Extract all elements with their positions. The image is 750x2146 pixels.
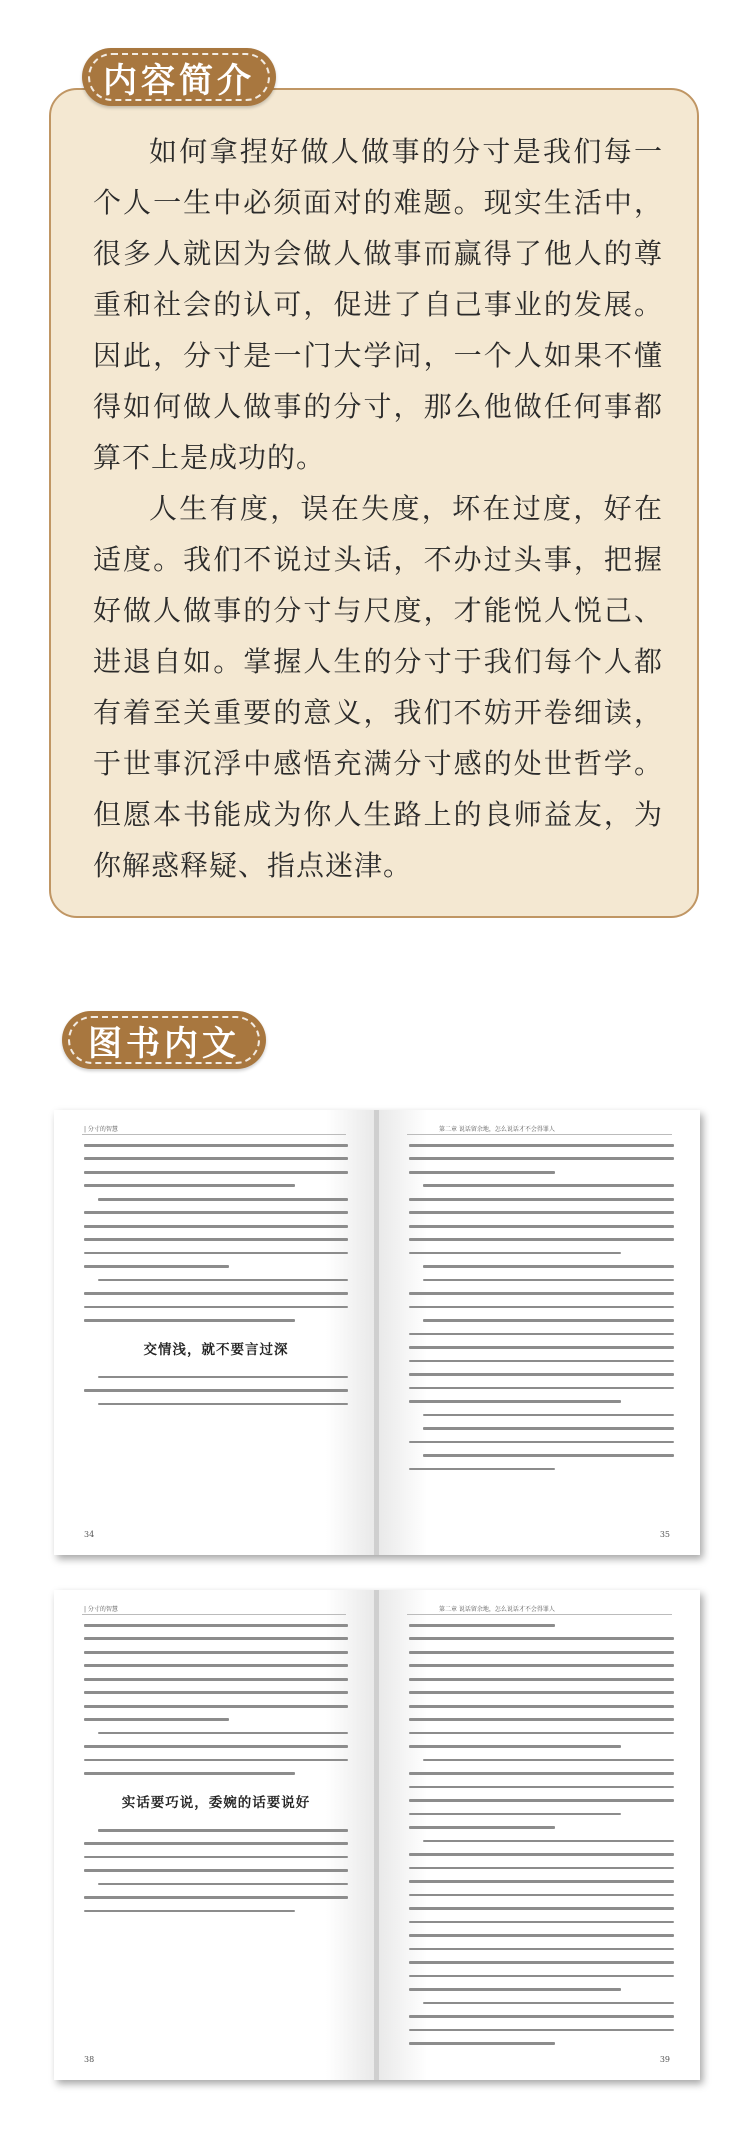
text-line [84,1265,229,1268]
text-line [84,1869,348,1872]
text-line [409,1867,674,1870]
text-line [423,1265,674,1268]
text-line [84,1171,348,1174]
text-line [409,1678,674,1681]
text-line [409,1333,674,1336]
text-line [409,1826,555,1829]
text-line [84,1718,229,1721]
header-rule [407,1134,672,1135]
book-page-right [379,1590,700,2080]
text-line [409,1691,674,1694]
content-section-title: 图书内文 [88,1023,240,1064]
text-line [423,1184,674,1187]
text-line [409,1921,674,1924]
page-number: 35 [659,1530,670,1539]
header-rule [82,1134,346,1135]
text-line [409,1238,674,1241]
page-number: 34 [84,1530,95,1539]
page-text-block [409,1624,674,2056]
intro-panel [49,88,699,918]
text-line [84,1319,295,1322]
text-line [84,1678,348,1681]
header-rule [407,1614,672,1615]
text-line [409,1745,621,1748]
text-line [409,1813,621,1816]
text-line [409,1664,674,1667]
page-text-block [409,1144,674,1481]
text-line [84,1292,348,1295]
text-line [409,1400,621,1403]
text-line [409,1468,555,1471]
text-line [84,1389,348,1392]
intro-section-title: 内容简介 [103,60,255,101]
text-line [84,1184,295,1187]
text-line [409,1705,674,1708]
text-line [409,1225,674,1228]
text-line [409,1988,621,1991]
text-line [409,1853,674,1856]
text-line [409,2015,674,2018]
content-section-tab [62,1011,266,1069]
text-line [409,1360,674,1363]
intro-paragraph-2: 人生有度，误在失度，坏在过度，好在适度。我们不说过头话，不办过头事，把握好做人做事的分寸与尺度，才能悦人悦己、进退自如。掌握人生的分寸于我们每个人都有着至关重要的意义，我们不妨开卷细读，于世事沉浮中感悟充满分寸感的处世哲学。但愿本书能成为你人生路上的良师益友，为你解惑释疑、指点迷津。 [93,492,663,882]
text-line [409,1306,674,1309]
text-line [84,1745,348,1748]
text-line [409,1718,674,1721]
text-line [84,1211,348,1214]
text-line [409,1157,674,1160]
text-line [84,1238,348,1241]
book-spread-1 [54,1110,700,1555]
page-subtitle: 实话要巧说，委婉的话要说好 [121,1794,311,1811]
text-line [84,1705,348,1708]
text-line [84,1157,348,1160]
text-line [84,1772,295,1775]
text-line [98,1403,348,1406]
text-line [423,1454,674,1457]
intro-paragraph-1: 如何拿捏好做人做事的分寸是我们每一个人一生中必须面对的难题。现实生活中，很多人就因为会做人做事而赢得了他人的尊重和社会的认可，促进了自己事业的发展。因此，分寸是一门大学问，一个人如果不懂得如何做人做事的分寸，那么他做任何事都算不上是成功的。 [93,135,663,474]
text-line [409,2029,674,2032]
text-line [84,1842,348,1845]
text-line [409,1441,674,1444]
text-line [98,1279,348,1282]
text-line [409,1144,674,1147]
book-spread-2 [54,1590,700,2080]
text-line [423,1279,674,1282]
text-line [409,1637,674,1640]
text-line [84,1637,348,1640]
text-line [409,1907,674,1910]
text-line [423,1759,674,1762]
text-line [409,1880,674,1883]
text-line [409,1292,674,1295]
text-line [409,1387,674,1390]
text-line [409,1961,674,1964]
text-line [409,1732,674,1735]
page-text-block [84,1624,348,1923]
text-line [409,1171,555,1174]
text-line [409,1948,674,1951]
page-text-block [84,1144,348,1416]
text-line [84,1624,348,1627]
text-line [98,1732,348,1735]
text-line [423,1840,674,1843]
text-line [409,1252,621,1255]
page-number: 39 [659,2055,670,2064]
book-page-left [54,1110,375,1555]
running-header: 第二章 说话留余地，怎么说话才不会得罪人 [439,1126,555,1133]
text-line [84,1225,348,1228]
running-header: | 分寸的智慧 [84,1606,118,1613]
intro-section-tab [82,48,276,106]
text-line [84,1759,348,1762]
page-subtitle: 交情浅，就不要言过深 [143,1341,289,1358]
text-line [409,1198,674,1201]
text-line [84,1651,348,1654]
text-line [409,1624,555,1627]
text-line [409,1346,674,1349]
text-line [84,1691,348,1694]
text-line [409,1651,674,1654]
text-line [98,1376,348,1379]
text-line [84,1252,348,1255]
text-line [423,1319,674,1322]
text-line [84,1306,348,1309]
text-line [423,1414,674,1417]
text-line [409,1894,674,1897]
text-line [84,1144,348,1147]
text-line [409,1934,674,1937]
text-line [423,1427,674,1430]
text-line [409,1211,674,1214]
text-line [84,1856,348,1859]
text-line [409,1799,674,1802]
text-line [98,1829,348,1832]
running-header: | 分寸的智慧 [84,1126,118,1133]
text-line [409,1786,674,1789]
text-line [84,1910,295,1913]
page-number: 38 [84,2055,95,2064]
text-line [409,1373,674,1376]
text-line [409,1772,674,1775]
book-page-left [54,1590,375,2080]
intro-text [93,126,663,891]
text-line [98,1198,348,1201]
book-page-right [379,1110,700,1555]
text-line [409,1975,674,1978]
text-line [84,1664,348,1667]
running-header: 第二章 说话留余地，怎么说话才不会得罪人 [439,1606,555,1613]
text-line [84,1896,348,1899]
text-line [423,2002,674,2005]
text-line [409,2042,555,2045]
header-rule [82,1614,346,1615]
text-line [98,1883,348,1886]
